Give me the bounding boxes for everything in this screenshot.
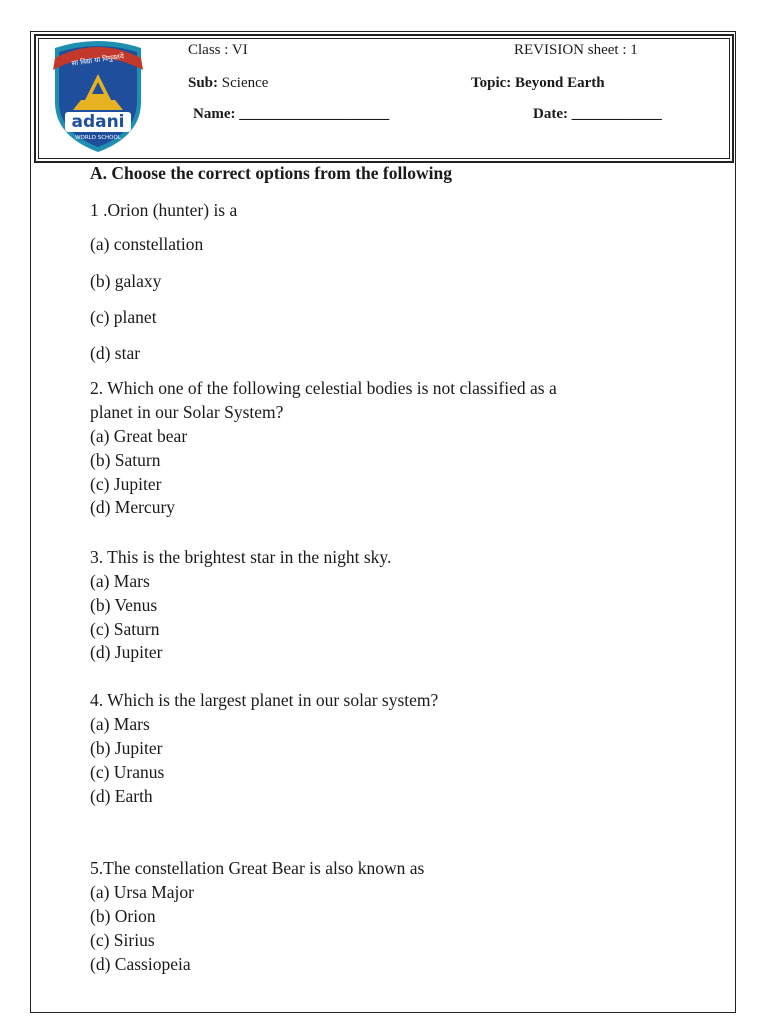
- q2-option-b: (b) Saturn: [90, 450, 161, 470]
- logo-sub: WORLD SCHOOL: [75, 135, 121, 141]
- q4-option-c: (c) Uranus: [90, 762, 165, 782]
- class-field: [188, 42, 248, 59]
- q4-option-b: (b) Jupiter: [90, 738, 163, 758]
- q5-option-c: (c) Sirius: [90, 930, 155, 950]
- question-1: 1 .Orion (hunter) is a: [90, 200, 238, 220]
- class-value: VI: [231, 42, 248, 58]
- q3-option-a: (a) Mars: [90, 571, 150, 591]
- logo-brand: adani: [71, 112, 125, 132]
- name-blank: ____________________: [239, 106, 390, 122]
- q4-option-d: (d) Earth: [90, 786, 153, 806]
- revision-label: REVISION sheet :: [514, 42, 627, 58]
- school-logo: [45, 40, 151, 154]
- q2-option-d: (d) Mercury: [90, 497, 176, 517]
- question-2-line-2: planet in our Solar System?: [90, 402, 284, 422]
- date-field: [533, 106, 662, 123]
- section-title: A. Choose the correct options from the following: [90, 163, 452, 183]
- q2-option-a: (a) Great bear: [90, 426, 188, 446]
- q3-option-c: (c) Saturn: [90, 619, 160, 639]
- subject-value: Science: [221, 75, 269, 91]
- q1-option-b: (b) galaxy: [90, 271, 162, 291]
- q4-option-a: (a) Mars: [90, 714, 150, 734]
- logo-motto: सा विद्या या विमुक्तये: [71, 52, 125, 68]
- q5-option-a: (a) Ursa Major: [90, 882, 194, 902]
- question-5: 5.The constellation Great Bear is also known as: [90, 858, 425, 878]
- name-label: Name:: [193, 106, 236, 122]
- name-field: [193, 106, 389, 123]
- topic-field: [471, 75, 605, 92]
- q1-option-d: (d) star: [90, 343, 141, 363]
- question-4: 4. Which is the largest planet in our solar system?: [90, 690, 439, 710]
- q5-option-b: (b) Orion: [90, 906, 156, 926]
- topic-text: Topic: Beyond Earth: [471, 75, 605, 91]
- subject-label: Sub:: [188, 75, 219, 91]
- q1-option-c: (c) planet: [90, 307, 157, 327]
- q3-option-b: (b) Venus: [90, 595, 158, 615]
- question-3: 3. This is the brightest star in the night sky.: [90, 547, 392, 567]
- subject-field: [188, 75, 268, 92]
- date-blank: ____________: [571, 106, 662, 122]
- q3-option-d: (d) Jupiter: [90, 642, 163, 662]
- class-label: Class :: [188, 42, 229, 58]
- revision-value: 1: [630, 42, 638, 58]
- q2-option-c: (c) Jupiter: [90, 474, 162, 494]
- q1-option-a: (a) constellation: [90, 234, 204, 254]
- revision-field: [514, 42, 638, 59]
- q5-option-d: (d) Cassiopeia: [90, 954, 191, 974]
- date-label: Date:: [533, 106, 568, 122]
- question-2-line-1: 2. Which one of the following celestial bodies is not classified as a: [90, 378, 557, 398]
